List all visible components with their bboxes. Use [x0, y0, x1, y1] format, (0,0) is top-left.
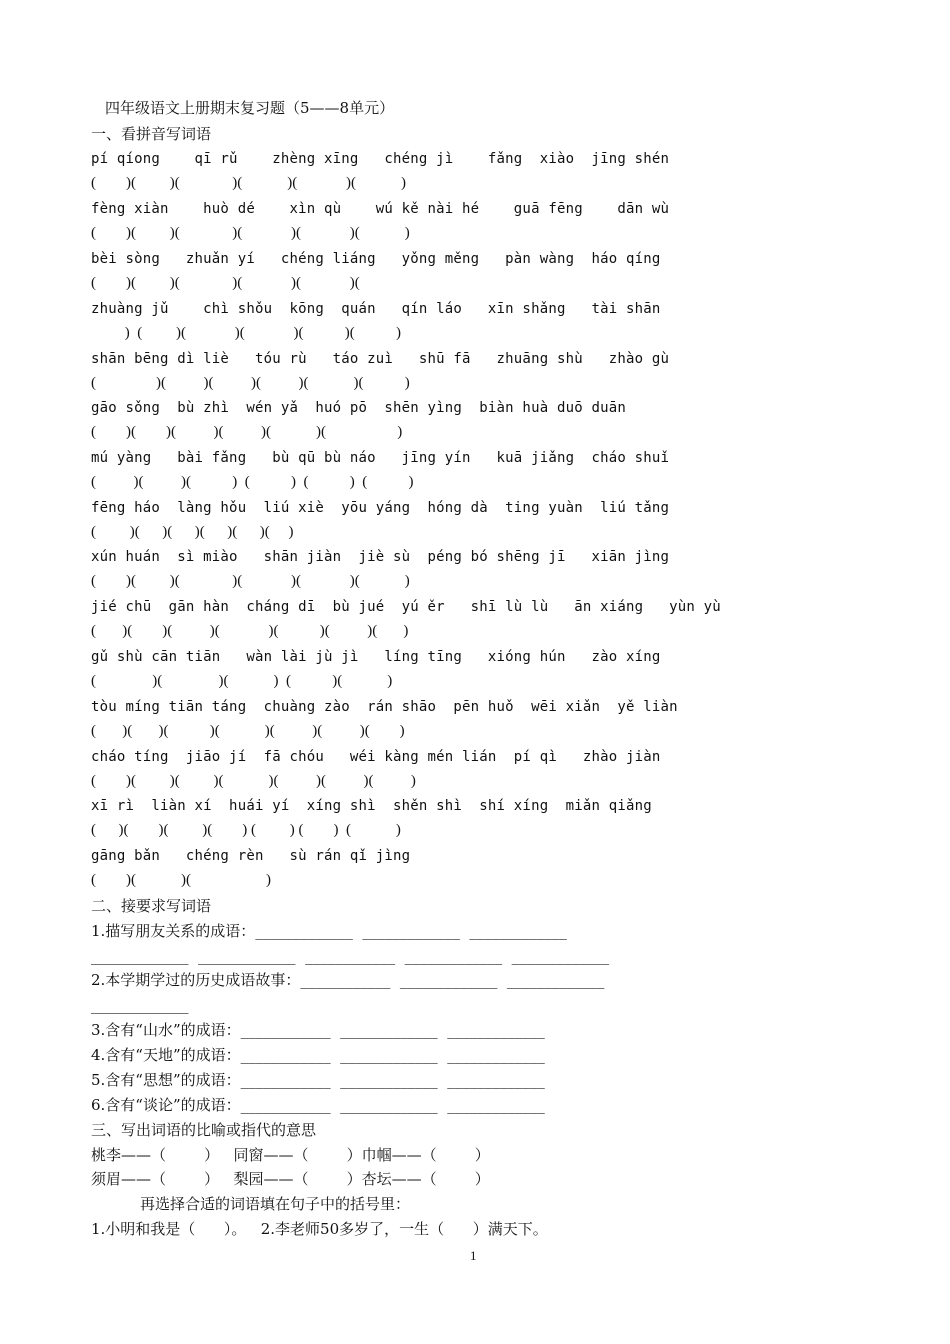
answer-blanks: ( )( )( )( )( )( )( ) — [91, 723, 405, 739]
pinyin-row: pí qíong qī rǔ zhèng xīng chéng jì fǎng xiào jīng shén — [91, 151, 670, 167]
metaphor-line: 桃李——（ ） 同窗——（ ）巾帼——（ ） — [91, 1146, 490, 1164]
pinyin-row: gāo sǒng bù zhì wén yǎ huó pō shēn yìng biàn huà duō duān — [91, 400, 626, 416]
pinyin-row: gāng bǎn chéng rèn sù rán qǐ jìng — [91, 848, 411, 864]
answer-blanks: ( )( )( )( )( )( )( ) — [91, 773, 416, 789]
fill-in-sentences: 1.小明和我是（ ）。 2.李老师50多岁了，一生（ ）满天下。 — [91, 1220, 548, 1238]
answer-blanks: ( )( )( ) — [91, 872, 271, 888]
pinyin-row: xún huán sì miào shān jiàn jiè sù péng bó shēng jī xiān jìng — [91, 549, 670, 565]
answer-blanks: ( )( )( )( )( )( ) — [91, 375, 410, 391]
answer-blanks: ( )( )( )( )( )( ) — [91, 524, 294, 540]
question-line: 2.本学期学过的历史成语故事：____________ _____________ _____________ — [91, 971, 605, 989]
document-title: 四年级语文上册期末复习题（5——8单元） — [105, 99, 395, 117]
section1-heading: 一、看拼音写词语 — [91, 125, 212, 143]
instruction-text: 再选择合适的词语填在句子中的括号里： — [140, 1195, 411, 1213]
page-number: 1 — [470, 1248, 477, 1263]
pinyin-row: shān bēng dì liè tóu rù táo zuì shū fā zhuāng shù zhào gù — [91, 351, 670, 367]
question-line: 1.描写朋友关系的成语：_____________ _____________ _____________ — [91, 922, 567, 940]
pinyin-row: cháo tíng jiāo jí fā chóu wéi kàng mén lián pí qì zhào jiàn — [91, 749, 661, 765]
answer-blanks: ( )( )( )( ) ( ) ( ) ( ) — [91, 822, 401, 838]
answer-blanks: ( )( )( )( )( )( ) — [91, 424, 403, 440]
metaphor-line: 须眉——（ ） 梨园——（ ）杏坛——（ ） — [91, 1170, 490, 1188]
answer-line: _____________ _____________ ____________ _____________ _____________ — [91, 947, 610, 965]
question-line: 3.含有“山水”的成语：____________ _____________ _____________ — [91, 1021, 545, 1039]
section3-heading: 三、写出词语的比喻或指代的意思 — [91, 1121, 317, 1139]
answer-blanks: ( )( )( ) ( ) ( ) ( ) — [91, 474, 414, 490]
answer-blanks: ( )( )( )( )( )( — [91, 275, 360, 291]
pinyin-row: fēng háo làng hǒu liú xiè yōu yáng hóng dà ting yuàn liú tǎng — [91, 500, 670, 516]
pinyin-row: gǔ shù cān tiān wàn lài jù jì líng tīng xióng hún zào xíng — [91, 649, 661, 665]
question-line: 5.含有“思想”的成语：____________ _____________ _____________ — [91, 1071, 545, 1089]
answer-blanks: ) ( )( )( )( )( ) — [91, 325, 401, 341]
question-line: 6.含有“谈论”的成语：____________ _____________ _____________ — [91, 1096, 545, 1114]
pinyin-row: tòu míng tiān táng chuàng zào rán shāo pēn huǒ wēi xiǎn yě liàn — [91, 699, 678, 715]
pinyin-row: fèng xiàn huò dé xìn qù wú kě nài hé guā fēng dān wù — [91, 201, 670, 217]
question-line: 4.含有“天地”的成语：____________ _____________ _____________ — [91, 1046, 545, 1064]
answer-blanks: ( )( )( )( )( )( )( ) — [91, 623, 409, 639]
answer-line: _____________ — [91, 996, 189, 1014]
answer-blanks: ( )( )( ) ( )( ) — [91, 673, 393, 689]
answer-blanks: ( )( )( )( )( )( ) — [91, 573, 410, 589]
section2-heading: 二、接要求写词语 — [91, 897, 212, 915]
answer-blanks: ( )( )( )( )( )( ) — [91, 225, 410, 241]
pinyin-row: zhuàng jǔ chì shǒu kōng quán qín láo xīn shǎng tài shān — [91, 301, 661, 317]
pinyin-row: mú yàng bài fǎng bù qū bù náo jīng yín kuā jiǎng cháo shuǐ — [91, 450, 670, 466]
answer-blanks: ( )( )( )( )( )( ) — [91, 175, 406, 191]
pinyin-row: jié chū gān hàn cháng dī bù jué yú ěr shī lù lù ān xiáng yùn yù — [91, 599, 721, 615]
pinyin-row: xī rì liàn xí huái yí xíng shì shěn shì shí xíng miǎn qiǎng — [91, 798, 652, 814]
pinyin-row: bèi sòng zhuǎn yí chéng liáng yǒng měng pàn wàng háo qíng — [91, 251, 661, 267]
